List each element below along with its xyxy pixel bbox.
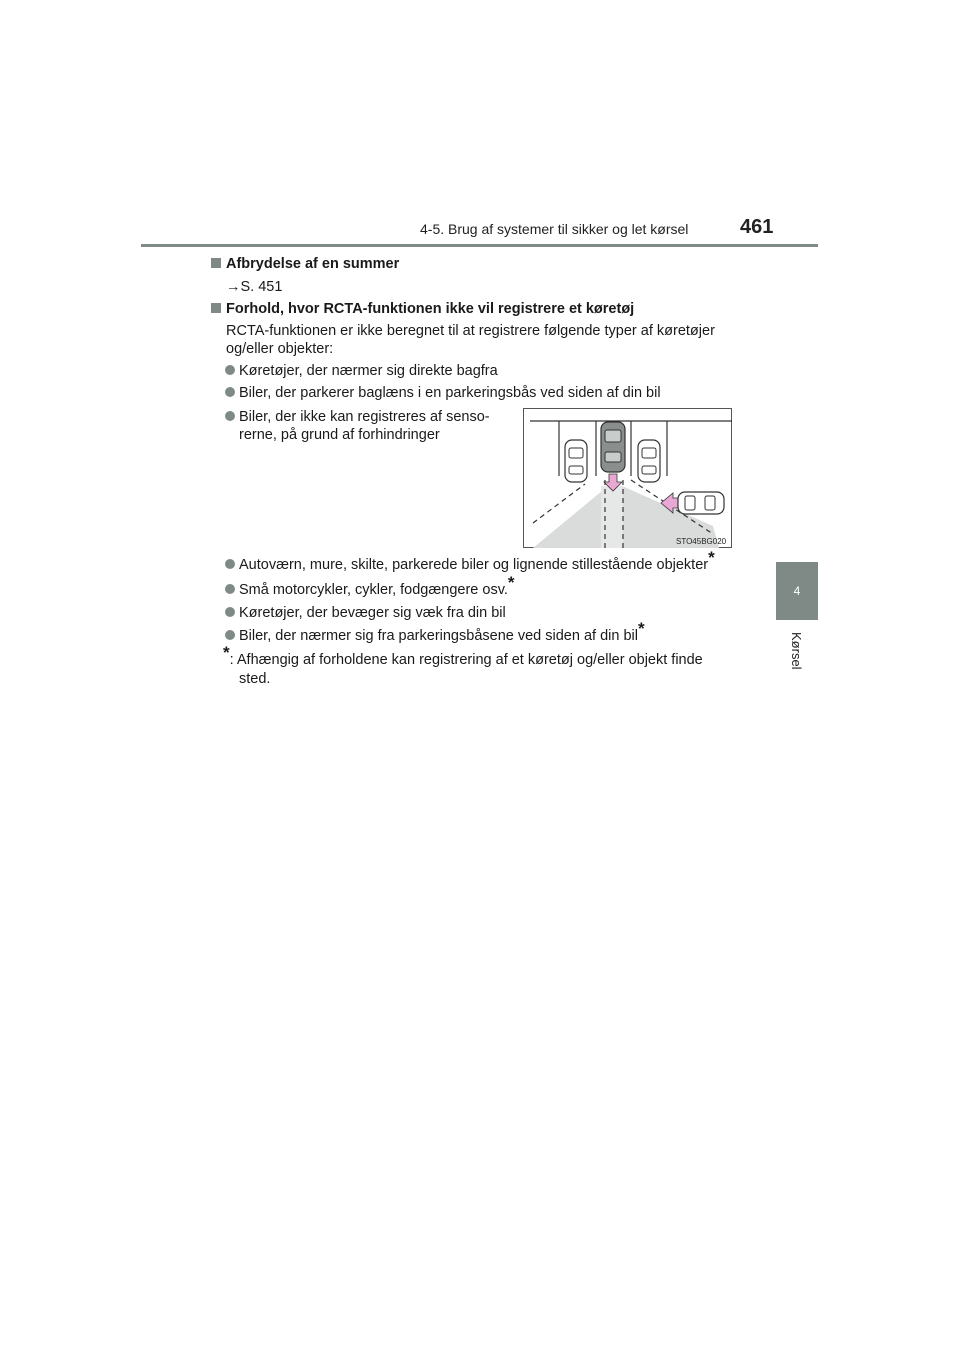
footnote-asterisk: *: [507, 573, 515, 592]
parked-car-left-icon: [565, 440, 587, 482]
footnote-line-1: *: Afhængig af forholdene kan registrering af et køretøj og/eller objekt finde: [223, 643, 703, 668]
bullet-dot-icon: [225, 387, 235, 397]
list-item-continuation: rerne, på grund af forhindringer: [239, 427, 440, 443]
approaching-car-icon: [678, 492, 724, 514]
footnote-line-2: sted.: [239, 671, 271, 687]
section-title-rcta-conditions: Forhold, hvor RCTA-funktionen ikke vil registrere et køretøj: [211, 301, 634, 317]
header-divider: [141, 244, 818, 247]
square-bullet-icon: [211, 303, 221, 313]
square-bullet-icon: [211, 258, 221, 268]
list-item: Køretøjer, der bevæger sig væk fra din bil: [225, 604, 506, 623]
header-section-title: 4-5. Brug af systemer til sikker og let kørsel: [420, 221, 689, 237]
list-item: Biler, der ikke kan registreres af senso-: [225, 408, 515, 427]
list-item: Små motorcykler, cykler, fodgængere osv.*: [225, 581, 515, 600]
chapter-label: Kørsel: [789, 632, 804, 670]
chapter-tab: 4: [776, 562, 818, 620]
own-car-icon: [601, 422, 625, 472]
footnote-asterisk: *: [637, 619, 645, 638]
bullet-dot-icon: [225, 365, 235, 375]
rcta-parking-illustration: [523, 408, 732, 548]
page-reference: →S. 451: [226, 279, 283, 295]
list-item: Biler, der parkerer baglæns i en parkeringsbås ved siden af din bil: [225, 384, 661, 403]
bullet-dot-icon: [225, 607, 235, 617]
parked-car-right-icon: [638, 440, 660, 482]
bullet-dot-icon: [225, 559, 235, 569]
footnote-asterisk: *: [708, 548, 715, 567]
bullet-dot-icon: [225, 411, 235, 421]
footnote-asterisk: *: [223, 643, 230, 662]
page-number: 461: [740, 216, 774, 238]
bullet-dot-icon: [225, 630, 235, 640]
section-title-summer: Afbrydelse af en summer: [211, 256, 399, 272]
list-item: Biler, der nærmer sig fra parkeringsbåsene ved siden af din bil*: [225, 627, 645, 646]
parking-diagram: [523, 408, 732, 548]
list-item: Autoværn, mure, skilte, parkerede biler og lignende stillestående objekter*: [225, 556, 715, 575]
list-item: Køretøjer, der nærmer sig direkte bagfra: [225, 362, 498, 381]
intro-text-line-2: og/eller objekter:: [226, 341, 334, 357]
figure-id: STO45BG020: [676, 537, 727, 546]
bullet-dot-icon: [225, 584, 235, 594]
intro-text-line-1: RCTA-funktionen er ikke beregnet til at registrere følgende typer af køretøjer: [226, 323, 715, 339]
